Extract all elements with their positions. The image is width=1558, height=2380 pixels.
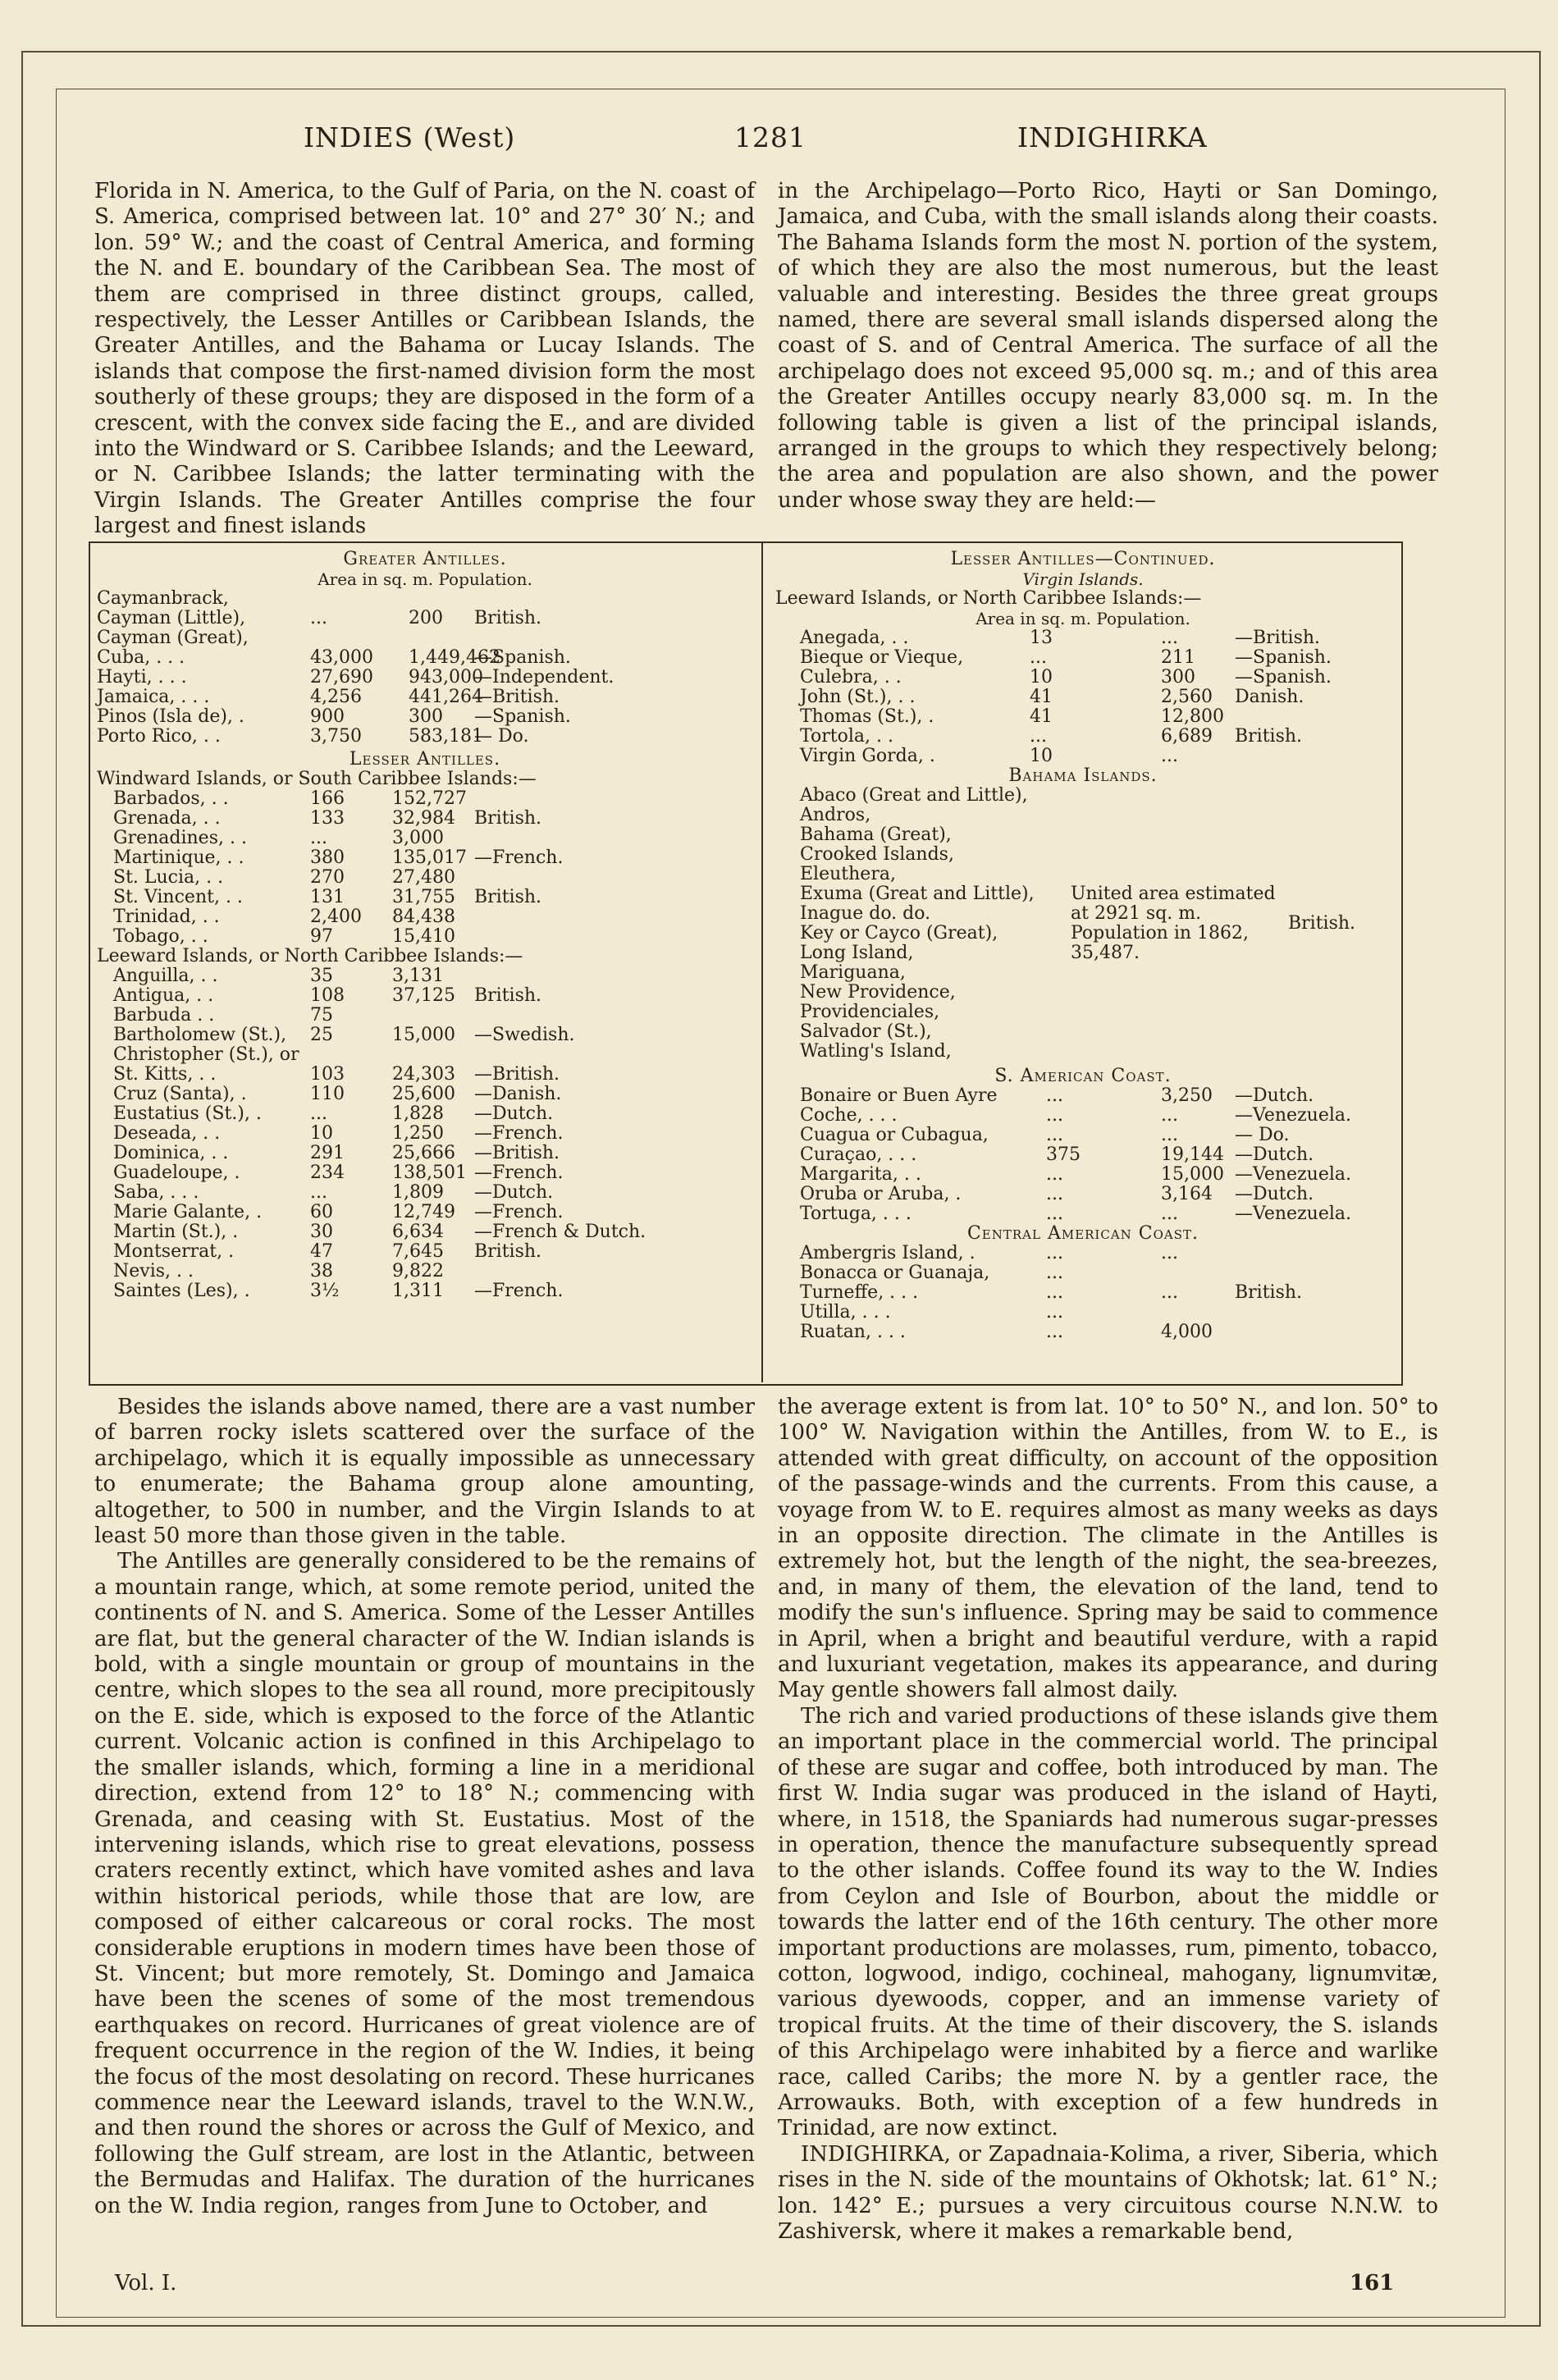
table-cell: ... [1046,1085,1063,1106]
table-row [97,809,753,829]
table-cell: 1,250 [392,1123,444,1144]
table-cell: —Spanish. [474,647,571,668]
table-cell: ... [1161,1282,1178,1303]
table-row [97,789,753,809]
table-cell: 41 [1030,706,1053,727]
header-left: INDIES (West) [304,121,516,153]
table-cell: ... [1046,1282,1063,1303]
bahama-island: Abaco (Great and Little), [800,785,1028,806]
table-row [775,1204,1391,1224]
table-cell: 25,600 [392,1084,455,1104]
table-cell: Cayman (Great), [97,628,249,648]
greater-antilles-title: Greater Antilles. [343,549,507,569]
table-cell: Jamaica, . . . [97,687,210,707]
table-row [97,1144,753,1163]
table-cell: 3,750 [310,726,362,747]
table-cell: 110 [310,1084,345,1104]
table-cell: Anguilla, . . [113,966,218,986]
table-cell: Bonacca or Guanaja, [800,1263,990,1283]
table-cell: Oruba or Aruba, . [800,1184,962,1204]
table-cell: 583,181 [409,726,483,747]
table-row [97,1006,753,1026]
table-cell: British. [474,808,542,829]
bahama-island: Salvador (St.), [800,1021,932,1042]
table-cell: 97 [310,926,333,947]
page-number: 1281 [734,121,806,153]
table-row [775,688,1391,707]
table-cell: Utilla, . . . [800,1302,891,1322]
table-cell: ... [1161,1105,1178,1126]
table-cell: Grenada, . . [113,808,221,829]
table-cell: St. Lucia, . . [113,867,224,888]
table-cell: Montserrat, . [113,1241,235,1262]
table-cell: 19,144 [1161,1144,1224,1165]
table-cell: Thomas (St.), . [800,706,934,727]
table-cell: ... [1046,1243,1063,1263]
table-cell: 166 [310,788,345,809]
column-heading-right: Area in sq. m. Population. [975,609,1190,628]
table-cell: Saba, . . . [113,1182,199,1203]
table-row [775,1322,1391,1342]
table-cell: Caymanbrack, [97,588,229,609]
table-cell: 211 [1161,647,1195,668]
column-heading: Area in sq. m. Population. [318,569,532,589]
table-cell: 1,828 [392,1103,444,1124]
virgin-heading: Leeward Islands, or North Caribbee Islands:— [775,588,1202,609]
table-cell: ... [310,608,327,628]
table-cell: John (St.), . . [800,687,916,707]
table-cell: 60 [310,1202,333,1222]
table-cell: 27,480 [392,867,455,888]
table-row [97,1183,753,1203]
table-cell: 135,017 [392,847,467,868]
table-cell: Margarita, . . [800,1164,921,1185]
table-cell: 234 [310,1163,345,1183]
body-paragraph: The rich and varied productions of these islands give them an important place in the commercial world. The principal of these are sugar and coffee, both introduced by man. The first W. India sugar was produced in the island of Hayti, where, in 1518, the Spaniards had numerous sugar-presses in operation, thence the manufacture subsequently spread to the other islands. Coffee found its way to the W. Indies from Ceylon and Isle of Bourbon, about the middle or towards the latter end of the 16th century. The other more important productions are molasses, rum, pimento, tobacco, cotton, logwood, indigo, cochineal, mahogany, lignumvitæ, various dyewoods, copper, and an immense variety of tropical fruits. At the time of their discovery, the S. islands of this Archipelago were inhabited by a fierce and warlike race, called Caribs; the more N. by a gentler race, the Arrowauks. Both, with exception of a few hundreds in Trinidad, are now extinct. [778,1703,1438,2141]
table-cell: Ruatan, . . . [800,1322,906,1342]
table-row [97,1124,753,1144]
table-cell: Trinidad, . . [113,907,220,927]
table-cell: Tortola, . . [800,726,893,747]
table-row [97,1085,753,1104]
table-cell: —French. [474,1163,564,1183]
table-cell: —British. [474,687,560,707]
table-cell: 15,000 [392,1025,455,1045]
table-cell: British. [1235,726,1303,747]
table-cell: 300 [409,706,443,727]
table-cell: 2,560 [1161,687,1213,707]
table-cell: Guadeloupe, . [113,1163,240,1183]
table-cell: 31,755 [392,887,455,907]
table-row [97,1045,753,1065]
table-cell: 47 [310,1241,333,1262]
table-row [97,727,753,747]
table-cell: —Dutch. [1235,1144,1314,1165]
table-row [97,1242,753,1262]
table-cell: British. [474,887,542,907]
table-cell: Culebra, . . [800,667,902,688]
table-cell: —French & Dutch. [474,1222,647,1242]
table-cell: Curaçao, . . . [800,1144,917,1165]
table-cell: ... [1161,746,1178,766]
table-cell: 32,984 [392,808,455,829]
table-cell: Cuagua or Cubagua, [800,1125,989,1145]
intro-left-text: Florida in N. America, to the Gulf of Paria, on the N. coast of S. America, comprised between lat. 10° and 27° 30′ N.; and lon. 59° W.; and the coast of Central America, and forming the N. and E. boundary of the Caribbean Sea. The most of them are comprised in three distinct groups, called, respectively, the Lesser Antilles or Caribbean Islands, the Greater Antilles, and the Bahama or Lucay Islands. The islands that compose the first-named division form the most southerly of these groups; they are disposed in the form of a crescent, with the convex side facing the E., and are divided into the Windward or S. Caribbee Islands; and the Leeward, or N. Caribbee Islands; the latter terminating with the Virgin Islands. The Greater Antilles comprise the four largest and finest islands [94,179,755,539]
table-cell: Turneffe, . . . [800,1282,919,1303]
table-row [97,868,753,888]
table-cell: 133 [310,808,345,829]
table-cell: 375 [1046,1144,1081,1165]
table-cell: Christopher (St.), or [113,1044,299,1065]
bahama-block [775,786,1391,1062]
table-cell: 84,438 [392,907,455,927]
table-cell: Barbados, . . [113,788,229,809]
bahama-island: Crooked Islands, [800,844,954,865]
table-cell: ... [1046,1204,1063,1224]
table-cell: —British. [1235,628,1321,648]
table-cell: 24,303 [392,1064,455,1085]
table-cell: 41 [1030,687,1053,707]
table-cell: —British. [474,1064,560,1085]
table-cell: Bieque or Vieque, [800,647,964,668]
table-cell: Danish. [1235,687,1304,707]
table-row [775,1165,1391,1185]
table-cell: 380 [310,847,345,868]
bahama-island: Bahama (Great), [800,825,952,845]
table-cell: Barbuda . . [113,1005,215,1026]
table-cell: Cruz (Santa), . [113,1084,247,1104]
table-cell: —Dutch. [474,1103,554,1124]
table-row [775,1106,1391,1126]
table-cell: 1,311 [392,1281,444,1301]
table-cell: — Do. [1235,1125,1290,1145]
table-cell: 4,256 [310,687,362,707]
table-cell: Tobago, . . [113,926,208,947]
table-cell: Porto Rico, . . [97,726,221,747]
intro-right-column [778,179,1438,514]
table-cell: 27,690 [310,667,373,688]
table-row [97,648,753,668]
table-cell: 300 [1161,667,1195,688]
table-cell: 3,000 [392,828,444,848]
table-cell: 3,164 [1161,1184,1213,1204]
table-cell: ... [1046,1263,1063,1283]
table-cell: Dominica, . . [113,1143,229,1163]
table-cell: —Spanish. [474,706,571,727]
intro-left-column [94,179,755,540]
table-cell: 1,809 [392,1182,444,1203]
bahama-power: British. [1288,913,1356,934]
table-cell: British. [474,608,542,628]
table-cell: —Swedish. [474,1025,575,1045]
table-cell: —British. [474,1143,560,1163]
table-cell: 10 [1030,667,1053,688]
table-cell: St. Vincent, . . [113,887,243,907]
signature-number: 161 [1350,2271,1395,2295]
bahama-island: Andros, [800,805,871,825]
table-cell: —Spanish. [1235,647,1332,668]
table-row [775,1303,1391,1322]
table-cell: British. [474,1241,542,1262]
table-cell: Martin (St.), . [113,1222,239,1242]
table-cell: Pinos (Isla de), . [97,706,244,727]
table-cell: ... [1046,1125,1063,1145]
table-cell: Anegada, . . [800,628,909,648]
body-paragraph: The Antilles are generally considered to be the remains of a mountain range, which, at some remote period, united the continents of N. and S. America. Some of the Lesser Antilles are flat, but the general character of the W. Indian islands is bold, with a single mountain or group of mountains in the centre, which slopes to the sea all round, more precipitously on the E. side, which is exposed to the force of the Atlantic current. Volcanic action is confined in this Archipelago to the smaller islands, which, forming a line in a meridional direction, extend from 12° to 18° N.; commencing with Grenada, and ceasing with St. Eustatius. Most of the intervening islands, which rise to great elevations, possess craters recently extinct, which have vomited ashes and lava within historical periods, while those that are low, are composed of either calcareous or coral rocks. The most considerable eruptions in modern times have been those of St. Vincent; but more remotely, St. Domingo and Jamaica have been the scenes of some of the most tremendous earthquakes on record. Hurricanes of great violence are of frequent occurrence in the region of the W. Indies, it being the focus of the most desolating on record. These hurricanes commence near the Leeward islands, travel to the W.N.W., and then round the shores or across the Gulf of Mexico, and following the Gulf stream, are lost in the Atlantic, between the Bermudas and Halifax. The duration of the hurricanes on the W. India region, ranges from June to October, and [94,1549,755,2218]
table-cell: ... [1046,1322,1063,1342]
table-row [97,1163,753,1183]
table-row [775,1244,1391,1263]
table-cell: ... [1046,1184,1063,1204]
body-left-column [94,1395,755,2219]
table-cell: ... [1161,1243,1178,1263]
table-cell: 441,264 [409,687,483,707]
leeward-heading: Leeward Islands, or North Caribbee Islands:— [97,946,523,966]
bahama-island: Providenciales, [800,1002,940,1022]
table-cell: 10 [310,1123,333,1144]
table-cell: 2,400 [310,907,362,927]
table-right [775,550,1391,1342]
central-american-title: Central American Coast. [966,1223,1199,1244]
body-paragraph: the average extent is from lat. 10° to 50° N., and lon. 50° to 100° W. Navigation within the Antilles, from W. to E., is attended with great difficulty, on account of the opposition of the passage-winds and the currents. From this cause, a voyage from W. to E. requires almost as many weeks as days in an opposite direction. The climate in the Antilles is extremely hot, but the length of the night, the sea-breezes, and, in many of them, the elevation of the land, tend to modify the sun's influence. Spring may be said to commence in April, when a bright and beautiful verdure, with a rapid and luxuriant vegetation, makes its appearance, and during May gentle showers fall almost daily. [778,1395,1438,1703]
body-right-column [778,1395,1438,2245]
table-cell: 25 [310,1025,333,1045]
table-cell: 108 [310,985,345,1006]
table-cell: ... [1046,1105,1063,1126]
table-row [775,1185,1391,1204]
table-row [97,927,753,947]
table-cell: 38 [310,1261,333,1281]
table-cell: 3,131 [392,966,444,986]
table-cell: ... [1161,628,1178,648]
table-cell: 12,800 [1161,706,1224,727]
table-row [775,1283,1391,1303]
table-row [97,1104,753,1124]
running-header [66,105,1493,154]
table-cell: — Do. [474,726,529,747]
table-cell: Grenadines, . . [113,828,247,848]
table-cell: British. [474,985,542,1006]
bahama-note: at 2921 sq. m. [1071,903,1202,924]
table-cell: 6,689 [1161,726,1213,747]
table-cell: —French. [474,1202,564,1222]
table-cell: —French. [474,1123,564,1144]
table-cell: Tortuga, . . . [800,1204,911,1224]
table-cell: 291 [310,1143,345,1163]
table-row [97,589,753,609]
body-paragraph: INDIGHIRKA, or Zapadnaia-Kolima, a river, Siberia, which rises in the N. side of the mountains of Okhotsk; lat. 61° N.; lon. 142° E.; pursues a very circuitous course N.N.W. to Zashiversk, where it makes a remarkable bend, [778,2141,1438,2244]
table-cell: 4,000 [1161,1322,1213,1342]
table-cell: 131 [310,887,345,907]
table-row [97,966,753,986]
table-cell: Nevis, . . [113,1261,194,1281]
table-row [97,986,753,1006]
table-cell: ... [1046,1302,1063,1322]
bahama-island: New Providence, [800,982,956,1003]
table-cell: 1,449,462 [409,647,500,668]
table-cell: 10 [1030,746,1053,766]
table-cell: 943,000 [409,667,483,688]
table-cell: 3½ [310,1281,340,1301]
table-cell: 13 [1030,628,1053,648]
table-cell: 200 [409,608,443,628]
table-cell: ... [1161,1204,1178,1224]
table-cell: ... [1046,1164,1063,1185]
table-cell: —Spanish. [1235,667,1332,688]
table-row [97,1281,753,1301]
table-row [775,707,1391,727]
table-cell: 103 [310,1064,345,1085]
table-cell: 138,501 [392,1163,467,1183]
table-row [97,688,753,707]
table-cell: 35 [310,966,333,986]
header-right: INDIGHIRKA [1017,121,1208,153]
table-row [97,1026,753,1045]
bahama-island: Mariguana, [800,962,906,983]
table-cell: —Venezuela. [1235,1105,1352,1126]
body-paragraph: Besides the islands above named, there are a vast number of barren rocky islets scattered over the surface of the archipelago, which it is equally impossible as unnecessary to enumerate; the Bahama group alone amounting, altogether, to 500 in number, and the Virgin Islands to at least 50 more than those given in the table. [94,1395,755,1549]
table-cell: Cayman (Little), [97,608,246,628]
table-cell: 6,634 [392,1222,444,1242]
table-row [97,1222,753,1242]
table-cell: Deseada, . . [113,1123,221,1144]
table-row [775,648,1391,668]
table-cell: St. Kitts, . . [113,1064,217,1085]
lesser-antilles-title: Lesser Antilles. [349,749,501,770]
table-row [97,609,753,628]
table-row [97,907,753,927]
bahama-note: United area estimated [1071,884,1276,904]
table-cell: 37,125 [392,985,455,1006]
table-row [97,668,753,688]
bahama-island: Long Island, [800,943,914,963]
table-cell: Bonaire or Buen Ayre [800,1085,998,1106]
table-cell: 15,410 [392,926,455,947]
table-cell: 3,250 [1161,1085,1213,1106]
table-cell: Cuba, . . . [97,647,185,668]
bahama-island: Key or Cayco (Great), [800,923,998,943]
bahama-note: Population in 1862, [1071,923,1250,943]
table-row [97,888,753,907]
virgin-title: Virgin Islands. [1022,569,1144,589]
south-american-title: S. American Coast. [994,1066,1172,1086]
table-cell: 270 [310,867,345,888]
table-cell: ... [1161,1125,1178,1145]
table-cell: Hayti, . . . [97,667,187,688]
table-cell: Bartholomew (St.), [113,1025,287,1045]
table-divider [761,543,763,1382]
bahama-island: Inague do. do. [800,903,931,924]
table-row [97,1262,753,1281]
table-cell: Virgin Gorda, . [800,746,935,766]
windward-heading: Windward Islands, or South Caribbee Islands:— [97,769,537,789]
lesser-continued-title: Lesser Antilles—Continued. [950,549,1216,569]
table-cell: 7,645 [392,1241,444,1262]
table-row [775,628,1391,648]
table-cell: 900 [310,706,345,727]
table-cell: Ambergris Island, . [800,1243,975,1263]
table-cell: —Venezuela. [1235,1164,1352,1185]
table-row [97,829,753,848]
table-row [97,707,753,727]
table-cell: 9,822 [392,1261,444,1281]
bahama-island: Watling's Island, [800,1041,952,1062]
table-cell: 152,727 [392,788,467,809]
bahama-title: Bahama Islands. [1008,765,1158,786]
table-cell: ... [1030,647,1047,668]
table-cell: 43,000 [310,647,373,668]
table-row [775,1263,1391,1283]
table-cell: Coche, . . . [800,1105,898,1126]
table-row [97,1065,753,1085]
table-cell: —Independent. [474,667,615,688]
table-cell: —Danish. [474,1084,562,1104]
intro-right-text: in the Archipelago—Porto Rico, Hayti or San Domingo, Jamaica, and Cuba, with the small islands along their coasts. The Bahama Islands form the most N. portion of the system, of which they are also the most numerous, but the least valuable and interesting. Besides the three great groups named, there are several small islands dispersed along the coast of S. and of Central America. The surface of all the archipelago does not exceed 95,000 sq. m.; and of this area the Greater Antilles occupy nearly 83,000 sq. m. In the following table is given a list of the principal islands, arranged in the groups to which they respectively belong; the area and population are also shown, and the power under whose sway they are held:— [778,179,1438,513]
table-cell: —French. [474,847,564,868]
table-cell: Marie Galante, . [113,1202,263,1222]
table-cell: ... [1030,726,1047,747]
table-cell: Eustatius (St.), . [113,1103,262,1124]
table-cell: 15,000 [1161,1164,1224,1185]
table-row [97,628,753,648]
table-row [97,1203,753,1222]
table-cell: ... [310,828,327,848]
table-cell: British. [1235,1282,1303,1303]
table-row [97,848,753,868]
table-cell: ... [310,1103,327,1124]
volume-label: Vol. I. [115,2271,177,2295]
table-cell: —Venezuela. [1235,1204,1352,1224]
table-cell: 12,749 [392,1202,455,1222]
bahama-note: 35,487. [1071,943,1140,963]
table-row [775,668,1391,688]
bahama-island: Exuma (Great and Little), [800,884,1035,904]
table-cell: ... [310,1182,327,1203]
table-cell: Martinique, . . [113,847,244,868]
table-cell: 75 [310,1005,333,1026]
table-row [775,747,1391,766]
bahama-island: Eleuthera, [800,864,896,884]
table-cell: Saintes (Les), . [113,1281,250,1301]
table-cell: —Dutch. [1235,1085,1314,1106]
table-cell: —French. [474,1281,564,1301]
table-left [97,550,753,1301]
table-cell: Antigua, . . [113,985,214,1006]
table-row [775,727,1391,747]
table-row [775,1086,1391,1106]
table-row [775,1145,1391,1165]
table-cell: —Dutch. [1235,1184,1314,1204]
table-cell: 30 [310,1222,333,1242]
table-row [775,1126,1391,1145]
table-cell: 25,666 [392,1143,455,1163]
table-cell: —Dutch. [474,1182,554,1203]
